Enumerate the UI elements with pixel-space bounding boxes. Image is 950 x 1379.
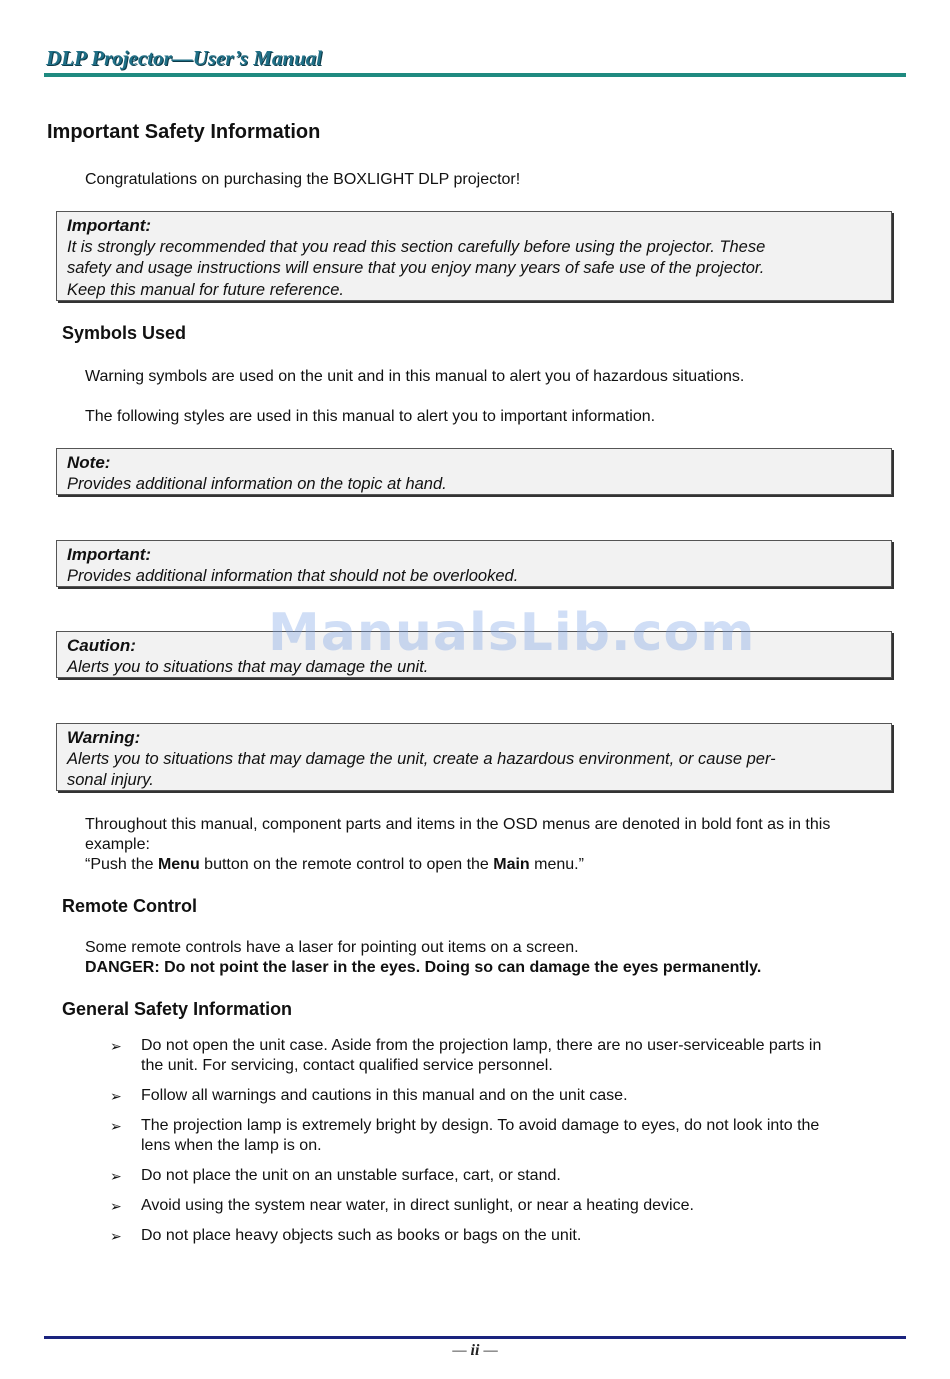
caution-box-text: Alerts you to situations that may damage the unit. [67, 657, 429, 676]
important-box-2-title: Important: [67, 545, 152, 564]
list-item [110, 1086, 900, 1106]
header-rule [44, 73, 906, 77]
osd-example-menu: Menu [157, 856, 200, 873]
list-item [110, 1036, 900, 1076]
note-box [56, 448, 892, 495]
list-item-line: Do not place the unit on an unstable surface, cart, or stand. [141, 1167, 561, 1184]
osd-example-mid: button on the remote control to open the [199, 856, 494, 873]
remote-danger-text: DANGER: Do not point the laser in the eyes. Doing so can damage the eyes permanently. [85, 959, 762, 976]
list-item [110, 1116, 900, 1156]
list-item-line: Do not open the unit case. Aside from the projection lamp, there are no user-serviceable parts in [141, 1037, 822, 1054]
arrowhead-bullet-icon: ➢ [110, 1168, 122, 1184]
arrowhead-bullet-icon: ➢ [110, 1118, 122, 1134]
osd-paragraph-line-1: Throughout this manual, component parts and items in the OSD menus are denoted in bold font as in this [85, 816, 831, 833]
symbols-paragraph-1: Warning symbols are used on the unit and in this manual to alert you of hazardous situations. [85, 368, 745, 385]
osd-example [85, 855, 907, 875]
page-number [0, 1342, 950, 1360]
osd-example-main: Main [493, 856, 530, 873]
list-item-line: lens when the lamp is on. [141, 1137, 322, 1154]
page-title: Important Safety Information [47, 121, 321, 143]
footer-rule [44, 1336, 906, 1339]
warning-box-title: Warning: [67, 728, 141, 747]
osd-paragraph [85, 815, 907, 875]
list-item-line: Follow all warnings and cautions in this manual and on the unit case. [141, 1087, 628, 1104]
page-dash-left: — [452, 1342, 471, 1359]
symbols-paragraph-2: The following styles are used in this manual to alert you to important information. [85, 408, 656, 425]
general-safety-list [110, 1036, 900, 1256]
list-item-line: the unit. For servicing, contact qualified service personnel. [141, 1057, 553, 1074]
list-item [110, 1166, 900, 1186]
warning-box-line-2: sonal injury. [67, 771, 154, 789]
important-box-line-2: safety and usage instructions will ensure that you enjoy many years of safe use of the projector. [67, 259, 765, 277]
caution-box-title: Caution: [67, 636, 136, 655]
important-box [56, 211, 892, 301]
list-item-line: Do not place heavy objects such as books or bags on the unit. [141, 1227, 582, 1244]
page-number-value: ii [470, 1342, 480, 1359]
general-safety-heading: General Safety Information [62, 999, 293, 1019]
important-box-title: Important: [67, 216, 152, 235]
remote-paragraph-text: Some remote controls have a laser for pointing out items on a screen. [85, 939, 579, 956]
symbols-used-heading: Symbols Used [62, 323, 187, 343]
list-item [110, 1226, 900, 1246]
list-item-line: Avoid using the system near water, in direct sunlight, or near a heating device. [141, 1197, 694, 1214]
warning-box-line-1: Alerts you to situations that may damage the unit, create a hazardous environment, or cause per- [67, 749, 776, 768]
important-box-line-3: Keep this manual for future reference. [67, 280, 344, 299]
list-item-line: The projection lamp is extremely bright by design. To avoid damage to eyes, do not look into the [141, 1117, 820, 1134]
arrowhead-bullet-icon: ➢ [110, 1088, 122, 1104]
note-box-text: Provides additional information on the topic at hand. [67, 474, 447, 493]
arrowhead-bullet-icon: ➢ [110, 1228, 122, 1244]
page-dash-right: — [479, 1342, 498, 1359]
intro-paragraph: Congratulations on purchasing the BOXLIGHT DLP projector! [85, 171, 521, 188]
watermark: ManualsLib.com [268, 603, 756, 663]
running-header-title: DLP Projector—User’s Manual [46, 46, 323, 70]
osd-example-post: menu.” [529, 856, 584, 873]
osd-paragraph-line-2: example: [85, 836, 150, 853]
note-box-title: Note: [67, 453, 111, 472]
osd-example-pre: “Push the [85, 856, 158, 873]
arrowhead-bullet-icon: ➢ [110, 1038, 122, 1054]
remote-control-heading: Remote Control [62, 896, 197, 916]
arrowhead-bullet-icon: ➢ [110, 1198, 122, 1214]
important-box-2 [56, 540, 892, 587]
warning-box [56, 723, 892, 791]
list-item [110, 1196, 900, 1216]
important-box-2-text: Provides additional information that should not be overlooked. [67, 566, 519, 585]
important-box-line-1: It is strongly recommended that you read this section carefully before using the projector. These [67, 237, 766, 256]
remote-paragraph [85, 938, 907, 978]
